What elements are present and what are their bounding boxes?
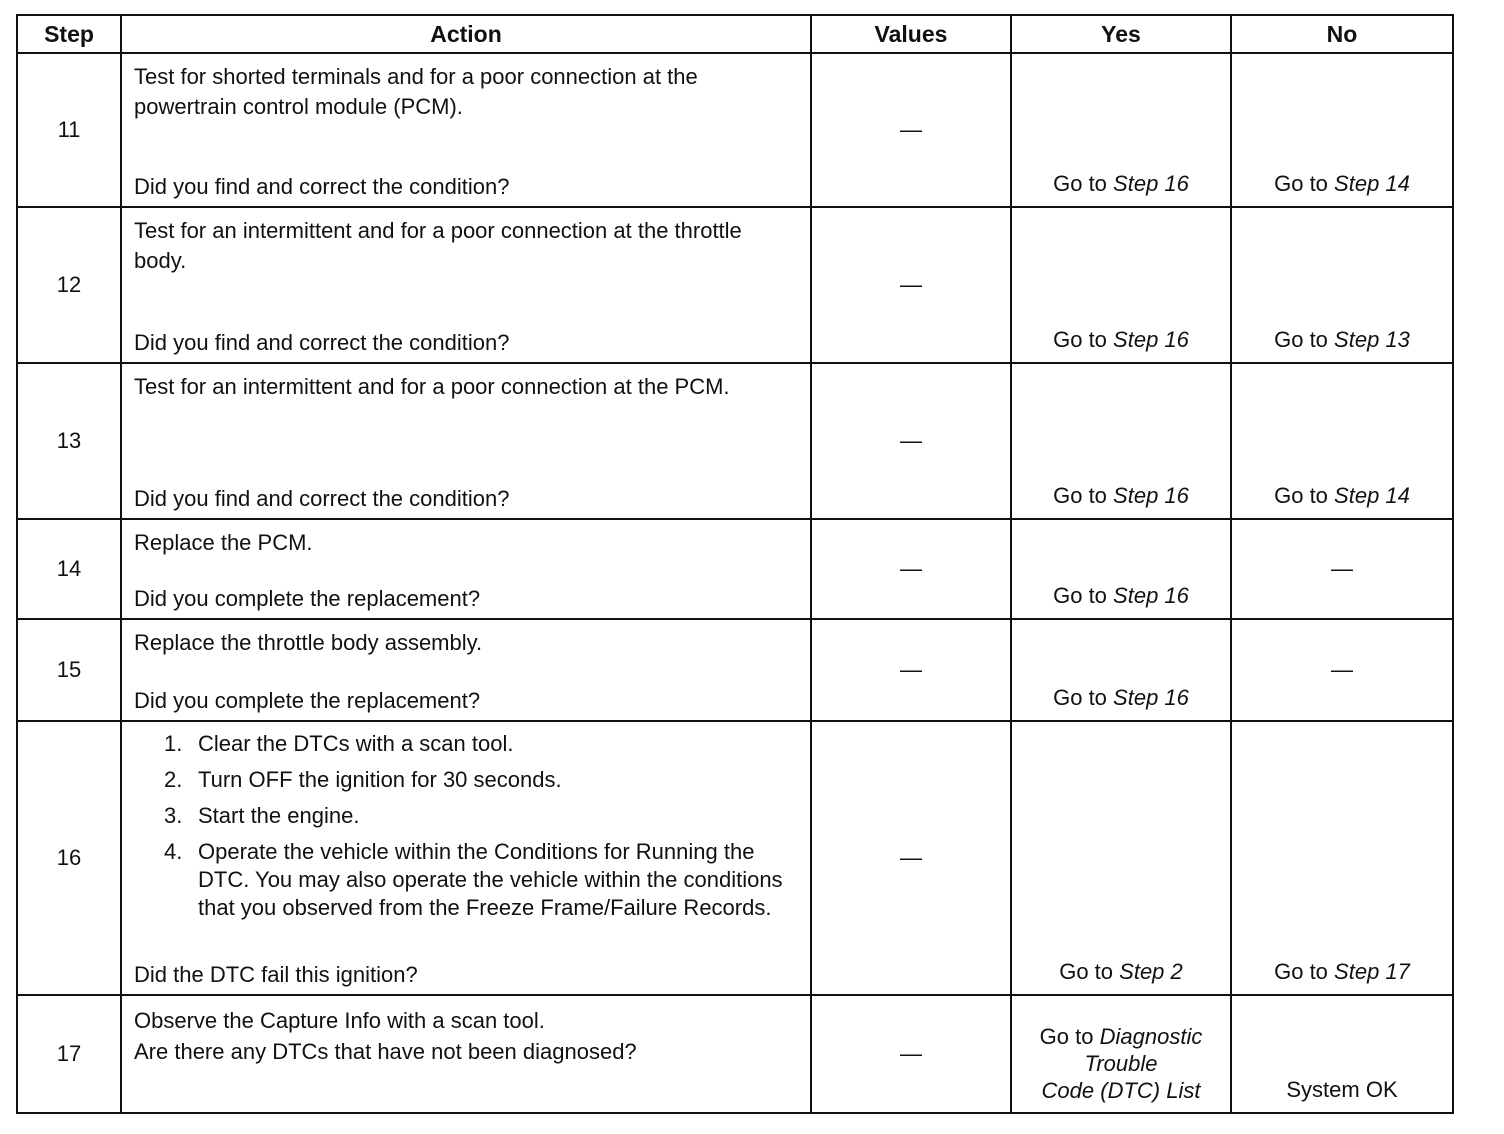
values-cell: — [811,53,1011,207]
no-result: System OK [1286,1077,1398,1102]
values-cell: — [811,207,1011,363]
diagnostic-table [16,14,1454,1114]
yes-step-link[interactable]: Step 16 [1113,685,1189,710]
table-row [17,519,1453,619]
action-text: Observe the Capture Info with a scan tool. [134,1008,545,1033]
list-item: 3. Start the engine. [164,803,360,828]
header-values: Values [811,15,1011,53]
action-text: Test for an intermittent and for a poor connection at the throttle body. [134,218,742,273]
step-number: 15 [17,619,121,721]
table-row [17,207,1453,363]
list-item: 2. Turn OFF the ignition for 30 seconds. [164,767,562,792]
yes-cell [1011,53,1231,207]
yes-cell [1011,995,1231,1113]
table-row [17,721,1453,995]
yes-step-link[interactable]: Step 16 [1113,483,1189,508]
diagnostic-table-sheet [16,14,1452,1114]
yes-step-link[interactable]: Step 16 [1113,583,1189,608]
action-cell [121,995,811,1113]
yes-step-link[interactable]: Step 2 [1119,959,1183,984]
action-question: Did the DTC fail this ignition? [134,962,418,987]
no-cell [1231,363,1453,519]
values-cell: — [811,995,1011,1113]
no-step-link[interactable]: Step 14 [1334,171,1410,196]
action-text: Replace the PCM. [134,530,313,555]
list-item: 4. Operate the vehicle within the Conditions for Running the DTC. You may also operate the vehicle within the conditions that you observed from the Freeze Frame/Failure Records. [164,839,783,920]
action-cell [121,363,811,519]
table-row [17,363,1453,519]
yes-prefix: Go to [1059,959,1114,984]
yes-step-link[interactable]: Step 16 [1113,171,1189,196]
action-cell [121,721,811,995]
action-question: Did you complete the replacement? [134,688,481,713]
yes-prefix: Go to [1053,583,1107,608]
no-prefix: Go to [1274,171,1328,196]
no-cell [1231,53,1453,207]
yes-cell [1011,721,1231,995]
action-question: Did you complete the replacement? [134,586,481,611]
yes-prefix: Go to [1053,685,1107,710]
yes-prefix: Go to [1053,327,1107,352]
no-cell [1231,207,1453,363]
yes-cell [1011,519,1231,619]
yes-prefix: Go to [1039,1024,1094,1049]
yes-cell [1011,207,1231,363]
action-text: Replace the throttle body assembly. [134,630,483,655]
action-question: Did you find and correct the condition? [134,486,510,511]
values-cell: — [811,363,1011,519]
action-question: Did you find and correct the condition? [134,174,510,199]
step-number: 16 [17,721,121,995]
no-cell [1231,721,1453,995]
table-row [17,995,1453,1113]
list-item: 1. Clear the DTCs with a scan tool. [164,731,514,756]
values-cell: — [811,519,1011,619]
action-question: Are there any DTCs that have not been diagnosed? [134,1039,637,1064]
no-cell [1231,995,1453,1113]
yes-dtc-link[interactable]: Go to Diagnostic Trouble Code (DTC) List [1039,1024,1203,1103]
action-cell [121,207,811,363]
header-row [17,15,1453,53]
no-prefix: Go to [1274,327,1328,352]
yes-cell [1011,619,1231,721]
no-step-link[interactable]: Step 17 [1334,959,1410,984]
action-cell [121,53,811,207]
action-text: Test for an intermittent and for a poor connection at the PCM. [134,374,730,399]
step-number: 12 [17,207,121,363]
no-step-link[interactable]: Step 14 [1334,483,1410,508]
yes-prefix: Go to [1053,171,1107,196]
step-number: 14 [17,519,121,619]
yes-cell [1011,363,1231,519]
yes-prefix: Go to [1053,483,1107,508]
step-number: 11 [17,53,121,207]
step-number: 17 [17,995,121,1113]
values-cell: — [811,619,1011,721]
no-cell: — [1231,619,1453,721]
yes-step-link[interactable]: Step 16 [1113,327,1189,352]
action-cell [121,619,811,721]
no-step-link[interactable]: Step 13 [1334,327,1410,352]
no-prefix: Go to [1274,483,1328,508]
action-cell [121,519,811,619]
step-number: 13 [17,363,121,519]
header-action: Action [121,15,811,53]
table-row [17,619,1453,721]
action-question: Did you find and correct the condition? [134,330,510,355]
no-cell: — [1231,519,1453,619]
no-prefix: Go to [1274,959,1328,984]
header-step: Step [17,15,121,53]
procedure-list [122,722,810,922]
header-no: No [1231,15,1453,53]
values-cell: — [811,721,1011,995]
table-row [17,53,1453,207]
action-text: Test for shorted terminals and for a poor connection at the powertrain control module (PCM). [134,64,698,119]
header-yes: Yes [1011,15,1231,53]
